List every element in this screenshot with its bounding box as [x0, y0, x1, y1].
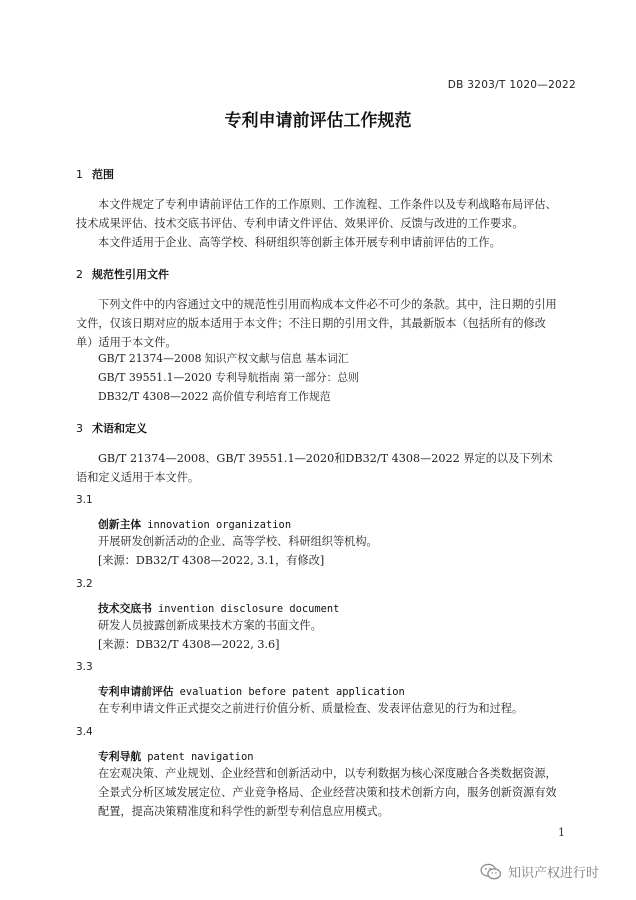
term-heading — [98, 749, 254, 764]
term-zh: 专利申请前评估 — [98, 685, 174, 698]
term-definition: 开展研发创新活动的企业、高等学校、科研组织等机构。 — [98, 535, 378, 548]
term-en: evaluation before patent application — [179, 686, 405, 698]
section-number: 2 — [76, 268, 83, 281]
term-number: 3.3 — [76, 661, 93, 673]
wechat-icon — [480, 863, 502, 881]
reference-item: GB/T 21374—2008 知识产权文献与信息 基本词汇 — [98, 352, 349, 365]
term-en: innovation organization — [147, 519, 292, 531]
term-number: 3.1 — [76, 494, 93, 506]
term-en: patent navigation — [147, 751, 254, 763]
section-number: 1 — [76, 168, 83, 181]
term-heading — [98, 517, 291, 532]
term-zh: 专利导航 — [98, 750, 142, 763]
term-heading — [98, 601, 339, 616]
page-title: 专利申请前评估工作规范 — [224, 111, 412, 131]
scope-paragraph-1: 本文件规定了专利申请前评估工作的工作原则、工作流程、工作条件以及专利战略布局评估、技术成果评估、技术交底书评估、专利申请文件评估、效果评价、反馈与改进的工作要求。 — [76, 198, 557, 230]
section-heading-1 — [76, 166, 114, 182]
section-number: 3 — [76, 422, 83, 435]
term-definition: 在专利申请文件正式提交之前进行价值分析、质量检查、发表评估意见的行为和过程。 — [98, 702, 524, 715]
watermark — [480, 862, 599, 881]
references-paragraph: 下列文件中的内容通过文中的规范性引用而构成本文件必不可少的条款。其中，注日期的引用文件，仅该日期对应的版本适用于本文件；不注日期的引用文件，其最新版本（包括所有的修改单）适用于本文件。 — [76, 298, 557, 349]
section-title: 范围 — [92, 168, 114, 181]
term-en: invention disclosure document — [157, 603, 340, 615]
section-title: 规范性引用文件 — [92, 268, 169, 281]
reference-item: DB32/T 4308—2022 高价值专利培育工作规范 — [98, 390, 331, 403]
section-heading-2 — [76, 266, 169, 282]
section-heading-3 — [76, 420, 147, 436]
terms-intro-paragraph: GB/T 21374—2008、GB/T 39551.1—2020和DB32/T 4308—2022 界定的以及下列术语和定义适用于本文件。 — [76, 452, 553, 484]
reference-item: GB/T 39551.1—2020 专利导航指南 第一部分：总则 — [98, 371, 359, 384]
section-title: 术语和定义 — [92, 422, 147, 435]
term-definition: 研发人员披露创新成果技术方案的书面文件。 — [98, 619, 322, 632]
term-zh: 技术交底书 — [98, 602, 152, 615]
term-number: 3.2 — [76, 578, 93, 590]
term-number: 3.4 — [76, 726, 93, 738]
term-heading — [98, 684, 405, 699]
document-code: DB 3203/T 1020—2022 — [447, 79, 576, 91]
term-definition: 在宏观决策、产业规划、企业经营和创新活动中，以专利数据为核心深度融合各类数据资源，全景式分析区域发展定位、产业竞争格局、企业经营决策和技术创新方向，服务创新资源有效配置，提高决策精准度和科学性的新型专利信息应用模式。 — [98, 767, 557, 818]
page-number: 1 — [558, 826, 565, 839]
term-source: [来源：DB32/T 4308—2022, 3.1，有修改] — [98, 554, 325, 567]
term-source: [来源：DB32/T 4308—2022, 3.6] — [98, 638, 280, 651]
term-zh: 创新主体 — [98, 518, 142, 531]
scope-paragraph-2: 本文件适用于企业、高等学校、科研组织等创新主体开展专利申请前评估的工作。 — [98, 236, 501, 249]
watermark-text: 知识产权进行时 — [508, 866, 600, 881]
